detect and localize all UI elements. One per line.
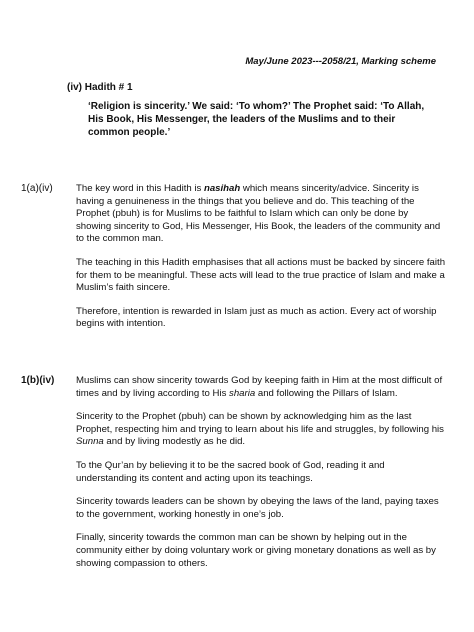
page-header: May/June 2023---2058/21, Marking scheme <box>245 56 436 67</box>
answer-1a-iv-paragraph-1: The key word in this Hadith is nasihah which means sincerity/advice. Sincerity is having a genuineness in the things that you believe and do. This teaching of the Prophet (pbuh) is for Muslims to be faithful to Islam which can only be done by showing sincerity to God, His Messenger, His Book, the leaders of the community and to the common man. <box>76 183 441 245</box>
answer-1a-iv <box>76 183 446 331</box>
answer-1b-iv-paragraph-3: To the Qur’an by believing it to be the sacred book of God, reading it and understanding its content and acting upon its teachings. <box>76 459 385 484</box>
term-nasihah: nasihah <box>203 183 241 194</box>
question-label-1a-iv: 1(a)(iv) <box>21 183 53 194</box>
answer-1a-iv-paragraph-3: Therefore, intention is rewarded in Islam just as much as action. Every act of worship begins with intention. <box>76 305 437 330</box>
term-sharia: sharia <box>229 387 256 399</box>
answer-1b-iv-paragraph-1: Muslims can show sincerity towards God by keeping faith in Him at the most difficult of times and by living according to His sharia and following the Pillars of Islam. <box>76 375 443 399</box>
term-sunna: Sunna <box>76 436 104 448</box>
answer-1b-iv-paragraph-4: Sincerity towards leaders can be shown by obeying the laws of the land, paying taxes to the government, working honestly in one’s job. <box>76 496 439 520</box>
answer-1b-iv-paragraph-2: Sincerity to the Prophet (pbuh) can be shown by acknowledging him as the last Prophet, respecting him and trying to learn about his life and struggles, by following his Sunna and by living modestly as he did. <box>76 411 444 448</box>
question-label-1b-iv: 1(b)(iv) <box>21 375 55 386</box>
answer-1a-iv-paragraph-2: The teaching in this Hadith emphasises that all actions must be backed by sincere faith for them to be meaningful. These acts will lead to the true practice of Islam and make a Muslim’s faith sincere. <box>76 256 446 294</box>
answer-1b-iv-paragraph-5: Finally, sincerity towards the common man can be shown by helping out in the community either by doing voluntary work or giving monetary donations as well as by showing compassion to others. <box>76 532 436 569</box>
hadith-title: (iv) Hadith # 1 <box>67 82 133 93</box>
answer-1b-iv <box>76 375 446 570</box>
hadith-quote: ‘Religion is sincerity.’ We said: ‘To whom?’ The Prophet said: ‘To Allah, His Book, His Messenger, the leaders of the Muslims and to their common people.’ <box>88 101 425 138</box>
